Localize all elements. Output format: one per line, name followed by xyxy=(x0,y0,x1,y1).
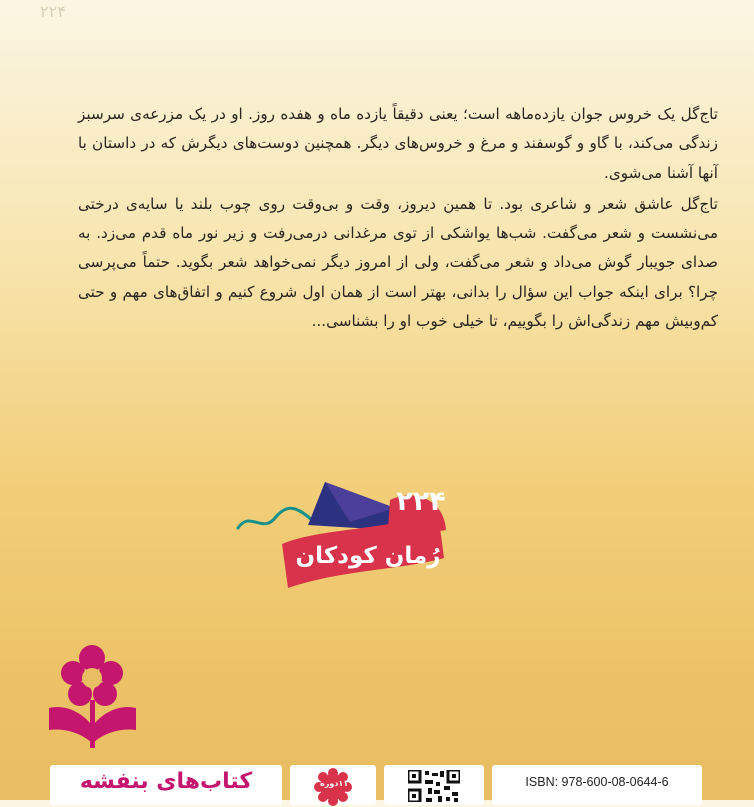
anniversary-badge-box xyxy=(290,765,376,805)
top-faded-number: ۲۲۴ xyxy=(40,2,66,21)
series-number: ۲۲۴ xyxy=(396,486,446,517)
qr-code-icon xyxy=(408,770,460,802)
series-title: رُمان کودکان xyxy=(295,543,441,569)
back-cover-blurb xyxy=(78,100,718,336)
anniversary-badge-text: ۱۱دوره xyxy=(320,779,349,788)
blurb-paragraph-2: تاج‌گل عاشق شعر و شاعری بود. تا همین دیروز، وقت و بی‌وقت روی چوب بلند یا سایه‌ی درختی می‌نشست و شعر می‌گفت. شب‌ها یواشکی از توی مرغدانی درمی‌رفت و زیر نور ماه قدم می‌زد. به صدای جویبار گوش می‌داد و شعر می‌گفت، ولی از امروز دیگر نمی‌خواهد شعر بگوید. حتماً می‌پرسی چرا؟ برای اینکه جواب این سؤال را بدانی، بهتر است از همان اول شروع کنیم و اتفاق‌های مهم و حتی کم‌وبیش مهم زندگی‌اش را بگوییم، تا خیلی خوب او را بشناسی... xyxy=(78,194,718,331)
blurb-paragraph-1: تاج‌گل یک خروس جوان یازده‌ماهه است؛ یعنی دقیقاً یازده ماه و هفده روز. او در یک مزرعه‌ی سرسبز زندگی می‌کند، با گاو و گوسفند و مرغ و خروس‌های دیگر. همچنین دوست‌های دیگرش که در داستان با آنها آشنا می‌شوی. xyxy=(78,105,718,182)
publisher-name: کتاب‌های بنفشه xyxy=(79,769,253,794)
publisher-flower-logo-icon xyxy=(45,642,140,750)
isbn-label-box xyxy=(492,765,702,805)
isbn-text: ISBN: 978-600-08-0644-6 xyxy=(525,775,669,789)
qr-code-box xyxy=(384,765,484,805)
publisher-label-box xyxy=(50,765,282,805)
